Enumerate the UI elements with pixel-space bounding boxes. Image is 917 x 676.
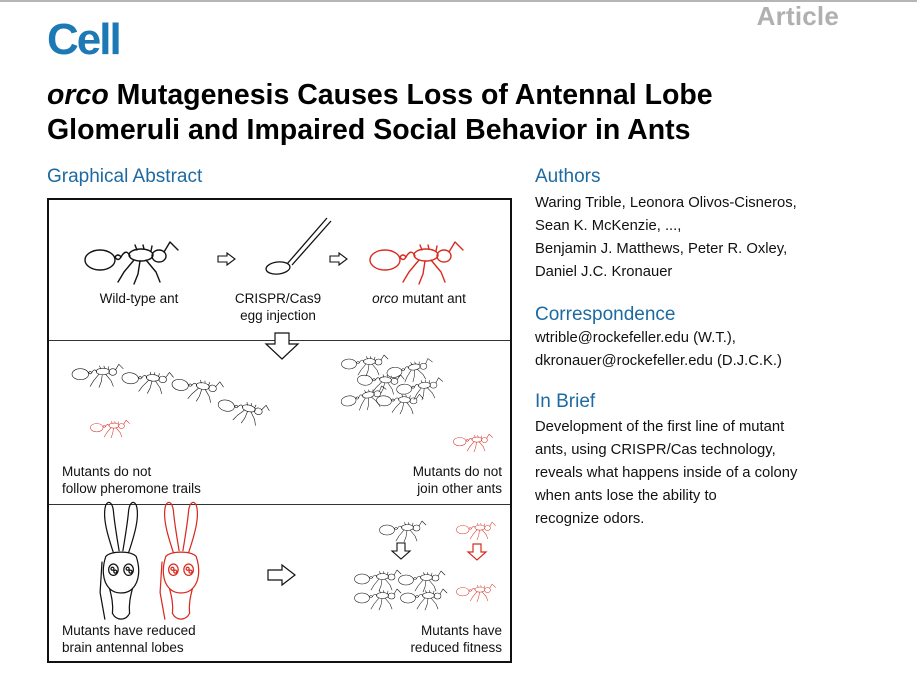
brain-caption-line2: brain antennal lobes	[62, 640, 184, 655]
crispr-label	[223, 290, 333, 324]
graphical-abstract-heading: Graphical Abstract	[47, 166, 203, 187]
fitness-caption	[410, 622, 502, 656]
brain-caption-line1: Mutants have reduced	[62, 623, 196, 638]
article-type-label: Article	[756, 1, 839, 31]
mutant-ant-icon	[369, 236, 479, 286]
in-brief-line: Development of the first line of mutant	[535, 419, 785, 435]
wildtype-ant-icon	[84, 236, 194, 286]
journal-logo[interactable]: Cell	[47, 15, 120, 64]
brain-illustration	[89, 505, 219, 623]
fitness-caption-line2: reduced fitness	[410, 640, 502, 655]
author-line[interactable]: Waring Trible, Leonora Olivos-Cisneros,	[535, 195, 797, 211]
trail-caption-line1: Mutants do not	[62, 464, 152, 479]
mutant-label-rest: mutant ant	[398, 291, 466, 306]
brain-caption	[62, 622, 196, 656]
author-line[interactable]: Benjamin J. Matthews, Peter R. Oxley,	[535, 241, 788, 257]
author-line[interactable]: Sean K. McKenzie, ...,	[535, 218, 682, 234]
fitness-caption-line1: Mutants have	[420, 623, 502, 638]
authors-list	[535, 192, 797, 284]
mutant-label	[354, 290, 484, 307]
title-line2: Glomeruli and Impaired Social Behavior in Ants	[47, 114, 691, 146]
crispr-label-line2: egg injection	[240, 308, 316, 323]
graphical-abstract-figure	[47, 198, 512, 663]
in-brief-line: ants, using CRISPR/Cas technology,	[535, 442, 776, 458]
colony-caption-line2: join other ants	[417, 481, 502, 496]
paper-title	[47, 78, 867, 148]
correspondence-heading: Correspondence	[535, 304, 676, 325]
email-link[interactable]: dkronauer@rockefeller.edu (D.J.C.K.)	[535, 353, 782, 369]
fitness-ants-illustration	[329, 505, 509, 623]
title-line1: Mutagenesis Causes Loss of Antennal Lobe	[108, 79, 713, 111]
in-brief-text	[535, 416, 797, 531]
authors-heading: Authors	[535, 166, 601, 187]
in-brief-line: recognize odors.	[535, 511, 645, 527]
right-arrow-icon	[267, 564, 297, 586]
mutant-label-italic: orco	[372, 291, 399, 306]
trail-caption-line2: follow pheromone trails	[62, 481, 201, 496]
trail-caption	[62, 463, 201, 497]
in-brief-line: reveals what happens inside of a colony	[535, 465, 798, 481]
right-arrow-icon	[329, 252, 349, 266]
colony-caption	[413, 463, 502, 497]
email-link[interactable]: wtrible@rockefeller.edu (W.T.),	[535, 330, 736, 346]
crispr-label-line1: CRISPR/Cas9	[234, 291, 322, 306]
correspondence-list	[535, 327, 782, 373]
wildtype-label: Wild-type ant	[99, 291, 179, 306]
right-arrow-icon	[217, 252, 237, 266]
in-brief-line: when ants lose the ability to	[535, 488, 717, 504]
author-line[interactable]: Daniel J.C. Kronauer	[535, 264, 673, 280]
title-italic-gene: orco	[47, 79, 109, 111]
in-brief-heading: In Brief	[535, 391, 596, 412]
colony-caption-line1: Mutants do not	[412, 464, 502, 479]
egg-injection-icon	[259, 212, 339, 282]
